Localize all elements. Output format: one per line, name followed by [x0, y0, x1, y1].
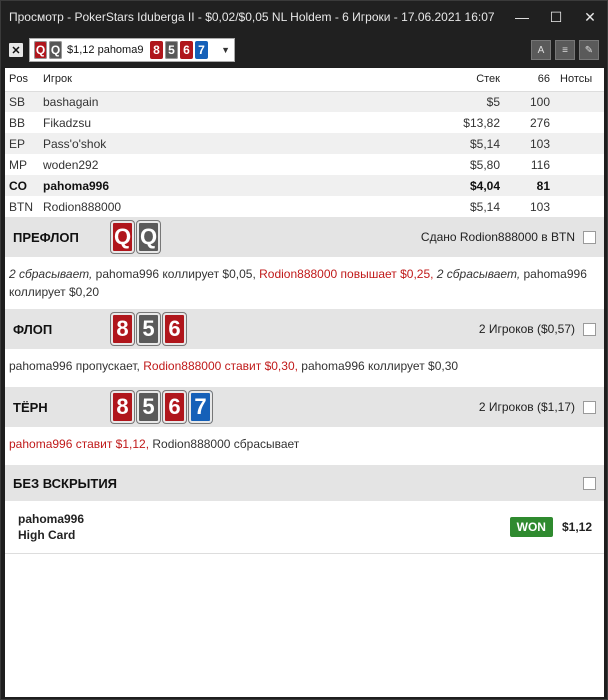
hand-card-2: Q [50, 43, 61, 57]
action-text: pahoma996 коллирует $0,20 [9, 267, 587, 299]
card: Q [137, 221, 160, 253]
player-name: pahoma996 [43, 175, 428, 196]
window-title: Просмотр - PokerStars Iduberga II - $0,02/$0,05 NL Holdem - 6 Игроки - 17.06.2021 16:07 [9, 10, 495, 24]
player-bb: 276 [529, 115, 550, 130]
table-row[interactable] [5, 133, 604, 154]
showdown-result [5, 501, 604, 553]
hand-selector-label: $1,12 pahoma9 [67, 44, 144, 56]
action-text: Rodion888000 ставит $0,30, [139, 359, 298, 373]
list-view-button[interactable]: ≡ [555, 40, 575, 60]
player-pos: MP [9, 157, 27, 172]
player-notes[interactable] [554, 91, 604, 112]
player-notes[interactable] [554, 196, 604, 217]
card: 8 [111, 313, 134, 345]
preflop-actions [5, 257, 604, 309]
action-text: Rodion888000 повышает $0,25, [255, 267, 434, 281]
action-text: pahoma996 коллирует $0,30 [297, 359, 459, 373]
flop-cards [111, 313, 186, 345]
hole-cards [111, 221, 160, 253]
won-badge: WON [510, 517, 553, 537]
close-hand-button[interactable]: ✕ [9, 43, 23, 57]
card: 7 [189, 391, 212, 423]
street-flop-header [5, 309, 604, 349]
street-checkbox[interactable] [583, 477, 596, 490]
col-player[interactable]: Игрок [43, 68, 428, 91]
player-name: Rodion888000 [43, 199, 122, 214]
col-bb[interactable]: 66 [508, 68, 554, 91]
player-pos: BB [9, 115, 26, 130]
street-checkbox[interactable] [583, 401, 596, 414]
card: 6 [163, 391, 186, 423]
street-checkbox[interactable] [583, 231, 596, 244]
table-row[interactable] [5, 112, 604, 133]
street-name: ПРЕФЛОП [13, 229, 79, 245]
player-name: woden292 [43, 157, 99, 172]
player-bb: 116 [530, 157, 550, 172]
board-card-3: 6 [180, 41, 193, 59]
player-notes[interactable] [554, 112, 604, 133]
player-pos: CO [5, 175, 43, 196]
chevron-down-icon[interactable]: ▼ [221, 45, 230, 55]
table-row[interactable] [5, 196, 604, 217]
street-checkbox[interactable] [583, 323, 596, 336]
player-notes[interactable] [554, 154, 604, 175]
player-notes[interactable] [554, 175, 604, 196]
table-row[interactable] [5, 175, 604, 196]
winner-info [18, 511, 84, 543]
replayer-content [5, 68, 604, 697]
card: 8 [111, 391, 134, 423]
pot-info: 2 Игроков ($0,57) [478, 322, 575, 336]
card: Q [111, 221, 134, 253]
player-bb: 103 [508, 133, 554, 154]
title-bar [1, 1, 607, 33]
turn-cards [111, 391, 212, 423]
board-card-1: 8 [150, 41, 163, 59]
street-preflop-header [5, 217, 604, 257]
players-table [5, 68, 604, 217]
card: 6 [163, 313, 186, 345]
dealer-info: Сдано Rodion888000 в BTN [420, 230, 575, 244]
edit-icon[interactable]: ✎ [579, 40, 599, 60]
turn-actions [5, 427, 604, 465]
player-pos: EP [5, 133, 43, 154]
street-name: ТЁРН [13, 399, 48, 415]
col-stack[interactable]: Стек [428, 68, 508, 91]
font-size-button[interactable]: A [531, 40, 551, 60]
hand-selector-dropdown[interactable] [29, 38, 235, 62]
street-turn-header [5, 387, 604, 427]
player-stack: $5,14 [469, 199, 500, 214]
table-row[interactable] [5, 154, 604, 175]
board-card-2: 5 [165, 41, 178, 59]
player-stack: $5 [428, 91, 508, 112]
action-text: Rodion888000 сбрасывает [149, 437, 300, 451]
table-row[interactable] [5, 91, 604, 112]
winner-hand: High Card [18, 528, 76, 542]
player-bb: 100 [508, 91, 554, 112]
player-name: bashagain [43, 91, 428, 112]
divider [5, 553, 604, 554]
action-text: 2 сбрасывает, [433, 267, 521, 281]
winner-name: pahoma996 [18, 512, 85, 526]
maximize-button[interactable]: ☐ [549, 8, 563, 25]
player-stack: $4,04 [428, 175, 508, 196]
won-amount: $1,12 [561, 520, 592, 534]
player-stack: $5,14 [428, 133, 508, 154]
toolbar-actions [531, 40, 599, 60]
street-showdown-header [5, 465, 604, 501]
action-text: pahoma996 коллирует $0,05, [92, 267, 256, 281]
street-name: ФЛОП [13, 321, 53, 337]
board-card-4: 7 [195, 41, 208, 59]
toolbar [1, 33, 607, 67]
card: 5 [137, 391, 160, 423]
card: 5 [137, 313, 160, 345]
player-bb: 81 [508, 175, 554, 196]
player-pos: SB [5, 91, 43, 112]
hand-card-1: Q [35, 43, 46, 57]
close-button[interactable]: ✕ [584, 8, 596, 25]
minimize-button[interactable]: — [515, 9, 529, 25]
player-stack: $5,80 [469, 157, 500, 172]
pot-info: 2 Игроков ($1,17) [478, 400, 575, 414]
player-bb: 103 [529, 199, 550, 214]
col-pos[interactable]: Pos [5, 68, 43, 91]
action-text: pahoma996 ставит $1,12, [9, 437, 150, 451]
action-text: pahoma996 пропускает, [9, 359, 140, 373]
flop-actions [5, 349, 604, 387]
col-notes[interactable]: Нотсы [554, 68, 604, 91]
player-stack: $13,82 [463, 115, 500, 130]
street-name: БЕЗ ВСКРЫТИЯ [13, 475, 118, 491]
player-notes[interactable] [554, 133, 604, 154]
player-pos: BTN [9, 199, 33, 214]
action-text: 2 сбрасывает, [9, 267, 93, 281]
player-name: Fikadzsu [43, 115, 92, 130]
player-name: Pass'o'shok [43, 133, 428, 154]
